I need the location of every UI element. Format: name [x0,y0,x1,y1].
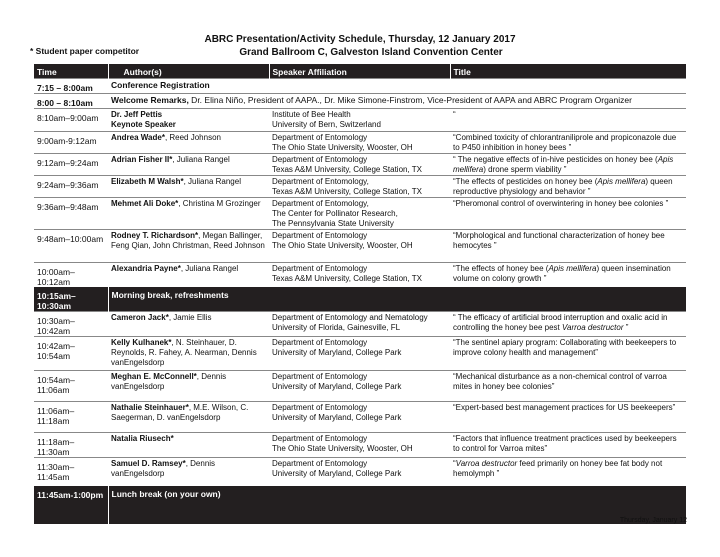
table-row [34,176,686,198]
row-author: Kelly Kulhanek*, N. Steinhauer, D. Reynolds, R. Fahey, A. Nearman, Dennis vanEngelsdorp [108,337,269,371]
title-line-2: Grand Ballroom C, Galveston Island Convention Center [239,47,503,58]
break-row [34,287,686,312]
row-time: 8:00 – 8:10am [34,94,108,109]
table-row [34,198,686,230]
row-author: Nathalie Steinhauer*, M.E. Wilson, C. Saegerman, D. vanEngelsdorp [108,402,269,433]
row-time: 8:10am–9:00am [34,109,108,132]
row-time: 10:15am–10:30am [34,287,108,312]
row-event: Welcome Remarks, Dr. Elina Niño, President of AAPA., Dr. Mike Simone-Finstrom, Vice-President of AAPA and ABRC Program Organizer [108,94,686,109]
row-time: 10:30am–10:42am [34,312,108,337]
col-header-title: Title [450,64,686,79]
header-row [34,64,686,79]
table-row [34,263,686,288]
row-title: “Morphological and functional characterization of honey bee hemocytes ” [450,230,686,263]
row-author: Andrea Wade*, Reed Johnson [108,132,269,154]
table-row [34,79,686,94]
row-time: 9:00am-9:12am [34,132,108,154]
row-affiliation: Department of Entomology, The Center for Pollinator Research, The Pennsylvania State University [269,198,450,230]
row-author: Meghan E. McConnell*, Dennis vanEngelsdorp [108,371,269,402]
row-affiliation: Department of Entomology The Ohio State University, Wooster, OH [269,132,450,154]
row-author: Natalia Riusech* [108,433,269,458]
row-time: 10:00am–10:12am [34,263,108,288]
row-author: Dr. Jeff Pettis Keynote Speaker [108,109,269,132]
title-line-1: ABRC Presentation/Activity Schedule, Thursday, 12 January 2017 [204,34,516,45]
break-row [34,486,686,524]
row-time: 7:15 – 8:00am [34,79,108,94]
table-row [34,94,686,109]
row-time: 11:18am–11:30am [34,433,108,458]
row-affiliation: Department of Entomology Texas A&M University, College Station, TX [269,154,450,176]
row-time: 9:48am–10:00am [34,230,108,263]
col-header-affiliation: Speaker Affiliation [269,64,450,79]
row-title: “ The negative effects of in-hive pesticides on honey bee (Apis mellifera) drone sperm viability ” [450,154,686,176]
row-time: 10:54am–11:06am [34,371,108,402]
row-time: 10:42am–10:54am [34,337,108,371]
row-affiliation: Department of Entomology Texas A&M University, College Station, TX [269,263,450,288]
row-author: Cameron Jack*, Jamie Ellis [108,312,269,337]
row-title: “ [450,109,686,132]
row-author: Adrian Fisher II*, Juliana Rangel [108,154,269,176]
row-title: “ The efficacy of artificial brood interruption and oxalic acid in controlling the honey bee pest Varroa destructor ” [450,312,686,337]
row-time: 11:06am–11:18am [34,402,108,433]
table-row [34,312,686,337]
row-event: Morning break, refreshments [108,287,686,312]
table-row [34,230,686,263]
row-time: 9:12am–9:24am [34,154,108,176]
row-affiliation: Institute of Bee Health University of Bern, Switzerland [269,109,450,132]
row-title: “Pheromonal control of overwintering in honey bee colonies ” [450,198,686,230]
student-paper-note: * Student paper competitor [30,46,140,56]
col-header-author: Author(s) [108,64,269,79]
row-author: Mehmet Ali Doke*, Christina M Grozinger [108,198,269,230]
table-row [34,132,686,154]
row-affiliation: Department of Entomology and Nematology University of Florida, Gainesville, FL [269,312,450,337]
row-title: “The sentinel apiary program: Collaborating with beekeepers to improve colony health and management” [450,337,686,371]
row-affiliation: Department of Entomology University of Maryland, College Park [269,337,450,371]
row-event: Conference Registration [108,79,686,94]
row-affiliation: Department of Entomology University of Maryland, College Park [269,371,450,402]
table-row [34,337,686,371]
table-row [34,154,686,176]
row-author: Alexandria Payne*, Juliana Rangel [108,263,269,288]
row-time: 11:45am-1:00pm [34,486,108,524]
row-affiliation: Department of Entomology, Texas A&M University, College Station, TX [269,176,450,198]
row-title: “The effects of honey bee (Apis mellifera) queen insemination volume on colony growth ” [450,263,686,288]
row-affiliation: Department of Entomology University of Maryland, College Park [269,402,450,433]
row-title: “Mechanical disturbance as a non-chemical control of varroa mites in honey bee colonies” [450,371,686,402]
row-author: Elizabeth M Walsh*, Juliana Rangel [108,176,269,198]
row-affiliation: Department of Entomology The Ohio State University, Wooster, OH [269,230,450,263]
row-time: 9:36am–9:48am [34,198,108,230]
row-event: Lunch break (on your own) [108,486,686,524]
table-row [34,109,686,132]
row-time: 11:30am–11:45am [34,458,108,486]
row-title: “Expert-based best management practices for US beekeepers” [450,402,686,433]
page-footer: Thursday, January 12 [619,517,687,524]
schedule-table [34,64,686,524]
row-author: Rodney T. Richardson*, Megan Ballinger, Feng Qian, John Christman, Reed Johnson [108,230,269,263]
row-title: “Combined toxicity of chlorantraniliprole and propiconazole due to P450 inhibition in honey bees ” [450,132,686,154]
row-author: Samuel D. Ramsey*, Dennis vanEngelsdorp [108,458,269,486]
row-title: “Varroa destructor feed primarily on honey bee fat body not hemolymph ” [450,458,686,486]
row-title: “Factors that influence treatment practices used by beekeepers to control for Varroa mites” [450,433,686,458]
row-affiliation: Department of Entomology University of Maryland, College Park [269,458,450,486]
table-row [34,402,686,433]
col-header-time: Time [34,64,108,79]
table-row [34,458,686,486]
row-title: “The effects of pesticides on honey bee (Apis mellifera) queen reproductive physiology and behavior ” [450,176,686,198]
table-row [34,371,686,402]
row-affiliation: Department of Entomology The Ohio State University, Wooster, OH [269,433,450,458]
table-row [34,433,686,458]
row-time: 9:24am–9:36am [34,176,108,198]
